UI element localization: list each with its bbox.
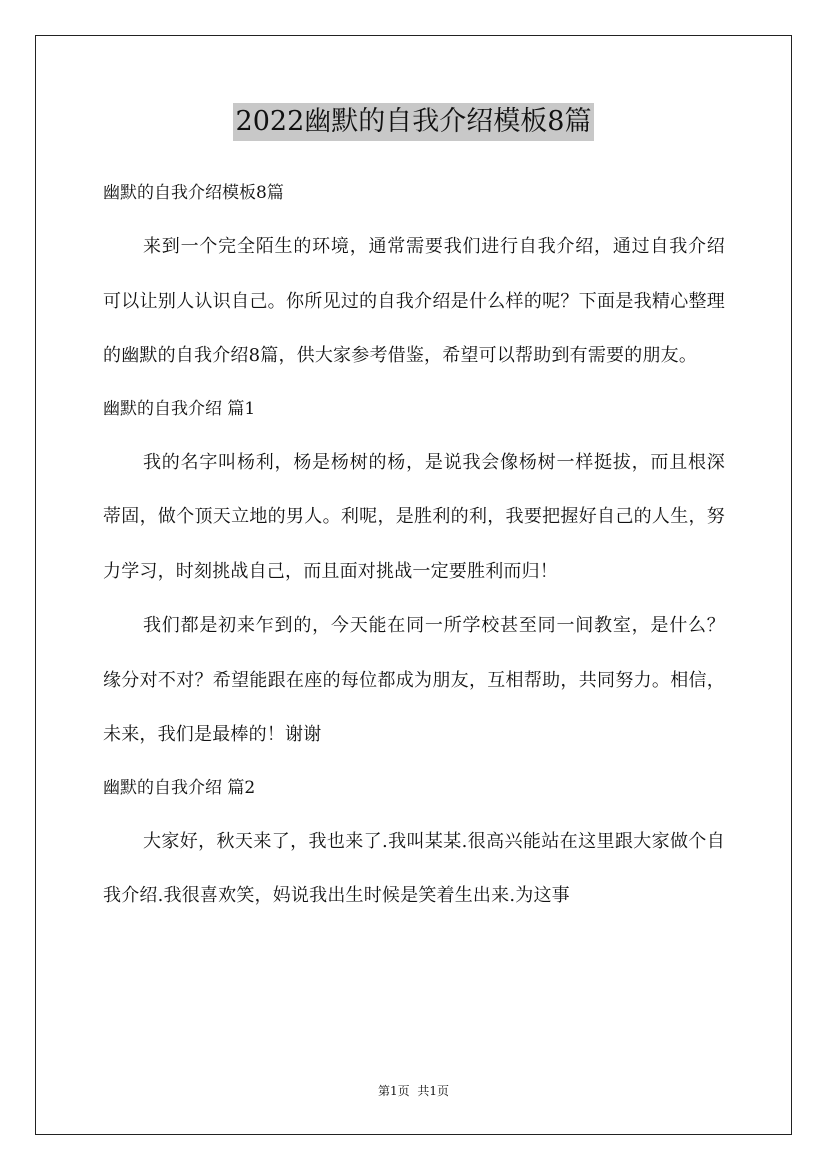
intro-paragraph: 来到一个完全陌生的环境，通常需要我们进行自我介绍，通过自我介绍可以让别人认识自己。你所见过的自我介绍是什么样的呢？下面是我精心整理的幽默的自我介绍8篇，供大家参考借鉴，希望可以帮助到有需要的朋友。 [103, 236, 725, 366]
spacer [103, 763, 725, 773]
part2-heading: 幽默的自我介绍 篇2 [103, 777, 256, 798]
part1-paragraph-1: 我的名字叫杨利，杨是杨树的杨，是说我会像杨树一样挺拔，而且根深蒂固，做个顶天立地的男人。利呢，是胜利的利，我要把握好自己的人生，努力学习，时刻挑战自己，而且面对挑战一定要胜利而归！ [103, 451, 725, 582]
part2-paragraph-1: 大家好，秋天来了，我也来了.我叫某某.很高兴能站在这里跟大家做个自我介绍.我很喜欢笑，妈说我出生时候是笑着生出来.为这事 [103, 830, 725, 906]
document-body [103, 178, 725, 924]
spacer [103, 208, 725, 220]
spacer [103, 803, 725, 815]
title-container [0, 103, 827, 141]
spacer [103, 424, 725, 436]
part1-heading: 幽默的自我介绍 篇1 [103, 398, 256, 419]
spacer [103, 384, 725, 394]
page-total: 共1页 [417, 1084, 450, 1098]
page-number: 第1页 [377, 1084, 410, 1098]
intro-heading: 幽默的自我介绍模板8篇 [103, 183, 284, 203]
part1-paragraph-2: 我们都是初来乍到的，今天能在同一所学校甚至同一间教室，是什么？缘分对不对？希望能跟在座的每位都成为朋友，互相帮助，共同努力。相信，未来，我们是最棒的！谢谢 [103, 615, 725, 745]
page-footer [0, 1082, 827, 1100]
document-title: 2022幽默的自我介绍模板8篇 [233, 103, 595, 141]
